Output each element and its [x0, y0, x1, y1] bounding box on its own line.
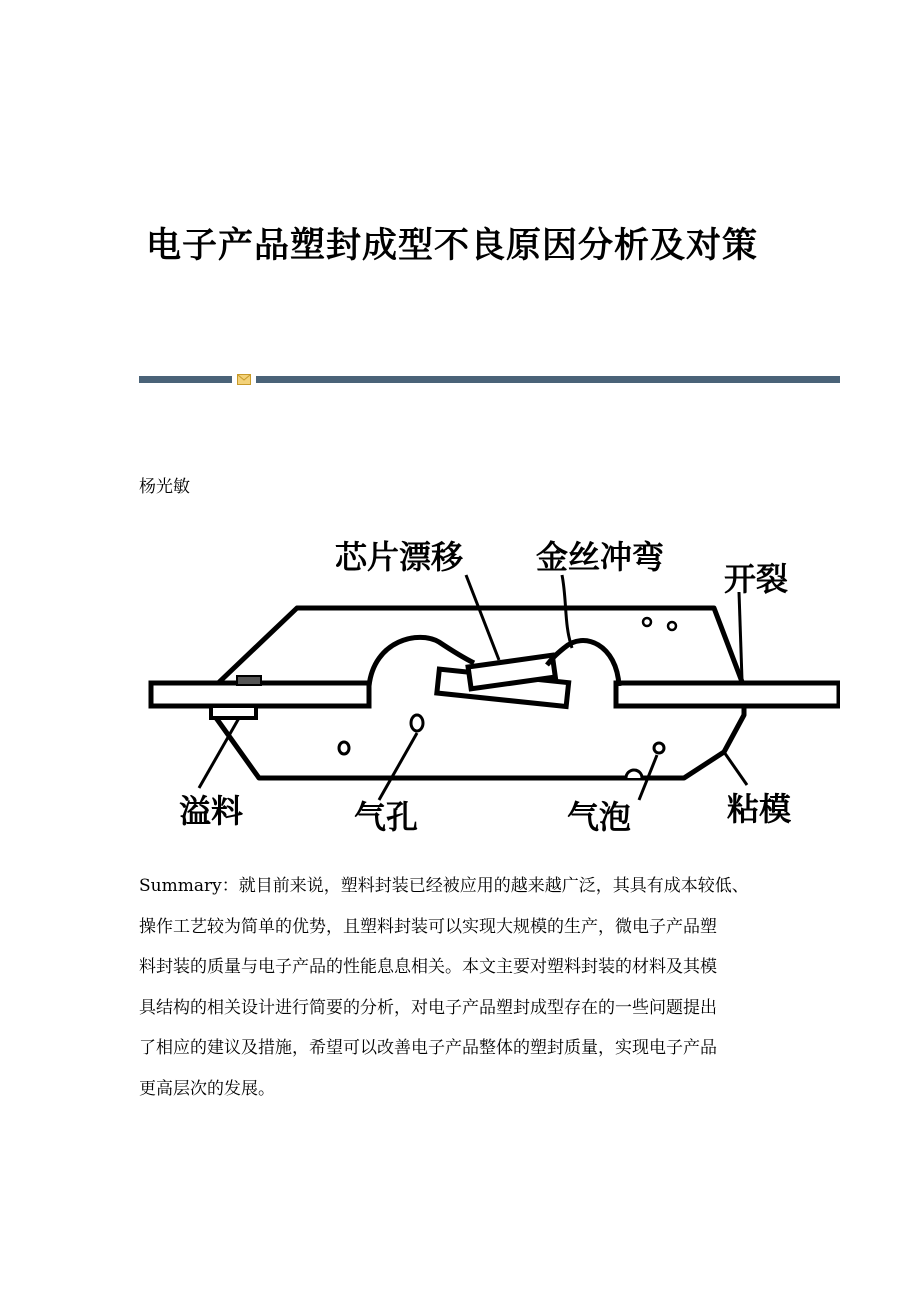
label-pore: 气孔: [354, 799, 419, 835]
summary-line: 操作工艺较为简单的优势，且塑料封装可以实现大规模的生产，微电子产品塑: [139, 916, 717, 937]
bubble-3: [668, 622, 676, 630]
label-flash: 溢料: [179, 793, 244, 829]
bubble-2: [643, 618, 651, 626]
summary-paragraph: [139, 866, 779, 1109]
divider-bar-left: [139, 376, 232, 383]
flash-blob-top: [237, 676, 261, 685]
bubble-4: [626, 770, 642, 778]
pore-1: [411, 715, 423, 731]
left-lead: [151, 683, 369, 706]
document-title: 电子产品塑封成型不良原因分析及对策: [146, 225, 759, 266]
summary-line: 料封装的质量与电子产品的性能息息相关。本文主要对塑料封装的材料及其模: [139, 957, 717, 977]
label-mold-stick: 粘模: [727, 791, 792, 827]
label-wire-sweep: 金丝冲弯: [536, 539, 665, 575]
envelope-icon: [237, 374, 251, 385]
defect-diagram: [139, 530, 840, 840]
label-bubble: 气泡: [567, 799, 632, 835]
right-lead: [616, 683, 839, 706]
title-divider: [139, 374, 840, 386]
author-name: 杨光敏: [139, 477, 190, 497]
summary-line: 具结构的相关设计进行简要的分析，对电子产品塑封成型存在的一些问题提出: [139, 997, 717, 1018]
flash-blob-bottom: [211, 706, 256, 718]
bubble-1: [654, 743, 664, 753]
label-crack: 开裂: [724, 561, 789, 597]
divider-bar-right: [256, 376, 840, 383]
label-chip-drift: 芯片漂移: [335, 539, 464, 575]
summary-line: 了相应的建议及措施，希望可以改善电子产品整体的塑封质量，实现电子产品: [139, 1038, 717, 1058]
summary-line: 更高层次的发展。: [139, 1078, 275, 1099]
summary-line: Summary：就目前来说，塑料封装已经被应用的越来越广泛，其具有成本较低、: [139, 876, 749, 896]
pore-2: [339, 742, 349, 754]
